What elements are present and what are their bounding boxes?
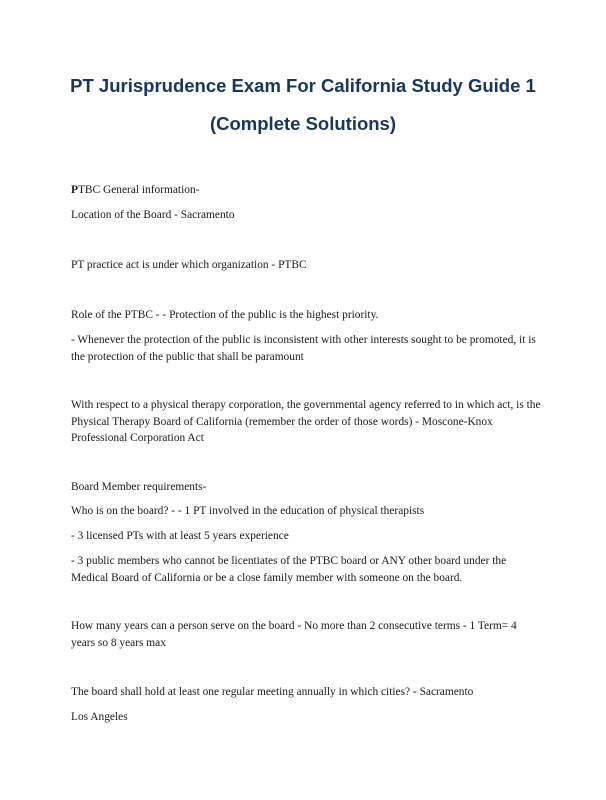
document-subtitle: (Complete Solutions) bbox=[209, 113, 397, 134]
paragraph-ptbc-role: Role of the PTBC - - Protection of the public is the highest priority. bbox=[71, 309, 379, 321]
paragraph-practice-act: PT practice act is under which organization - PTBC bbox=[71, 259, 307, 271]
paragraph-board-composition: Who is on the board? - - 1 PT involved in the education of physical therapists bbox=[71, 505, 425, 517]
paragraph-public-members: - 3 public members who cannot be licentiates of the PTBC board or ANY other board under the Medical Board of California or be a close family member with someone on the board. bbox=[71, 555, 507, 584]
paragraph-meeting-cities: The board shall hold at least one regular meeting annually in which cities? - Sacramento bbox=[71, 686, 474, 698]
paragraph-los-angeles: Los Angeles bbox=[71, 711, 128, 723]
paragraph-member-requirements: Board Member requirements- bbox=[71, 481, 207, 493]
paragraph-board-location: Location of the Board - Sacramento bbox=[71, 209, 235, 221]
paragraph-licensed-pts: - 3 licensed PTs with at least 5 years experience bbox=[71, 530, 289, 542]
paragraph-term-limits: How many years can a person serve on the board - No more than 2 consecutive terms - 1 Term= 4 years so 8 years max bbox=[71, 620, 517, 649]
paragraph-public-protection: - Whenever the protection of the public is inconsistent with other interests sought to be promoted, it is the protection of the public that shall be paramount bbox=[71, 334, 536, 363]
section-heading bbox=[71, 182, 541, 199]
paragraph-corporation-act: With respect to a physical therapy corporation, the governmental agency referred to in which act, is the Physical Therapy Board of California (remember the order of those words) - Moscone-Knox Professional Corporation Act bbox=[71, 399, 541, 444]
section-heading-initial: P bbox=[71, 184, 78, 196]
document-title: PT Jurisprudence Exam For California Study Guide 1 bbox=[70, 75, 536, 96]
section-heading-text: TBC General information- bbox=[77, 184, 200, 196]
